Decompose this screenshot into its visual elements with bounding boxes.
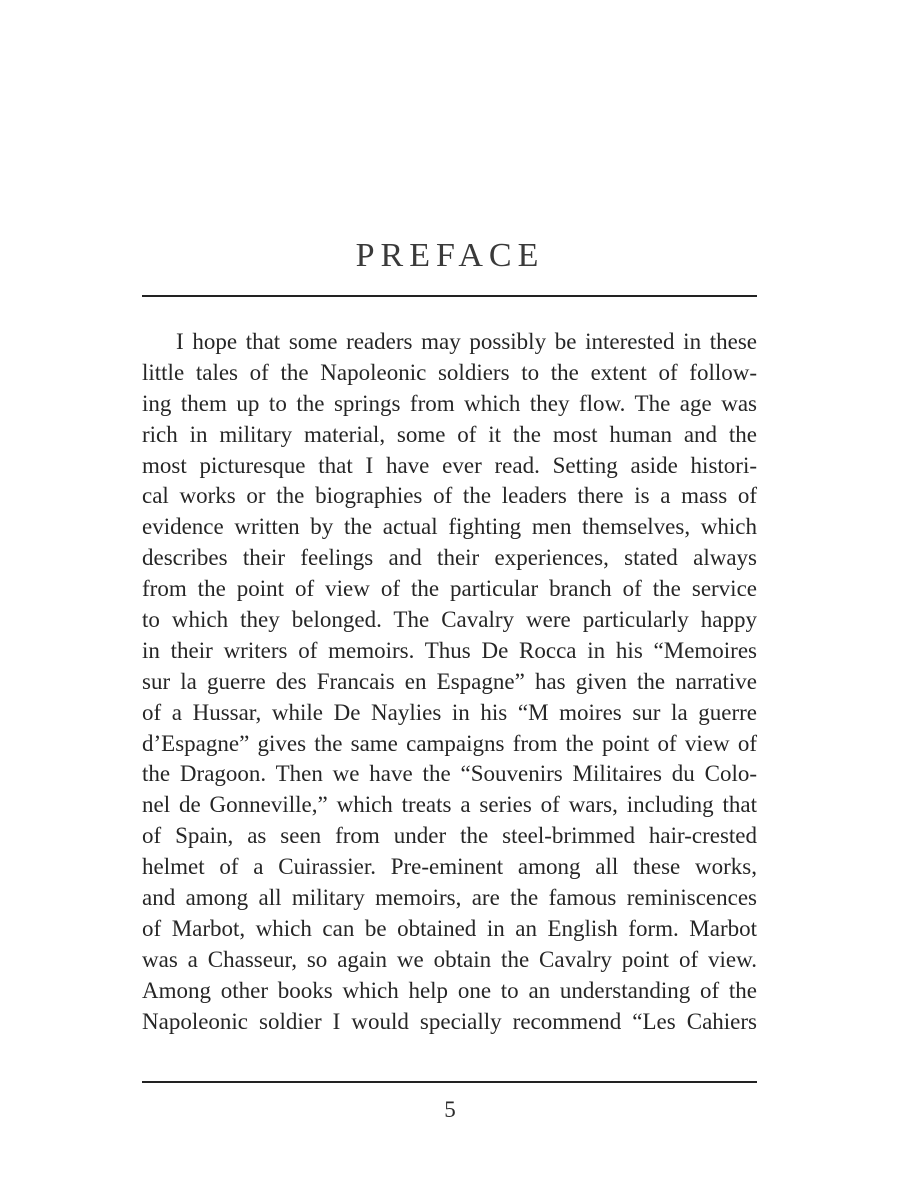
text-line: d’Espagne” gives the same campaigns from the point of view of: [142, 730, 757, 756]
text-line: little tales of the Napoleonic soldiers to the extent of follow-: [142, 359, 757, 385]
text-line: to which they belonged. The Cavalry were particularly happy: [142, 607, 757, 633]
text-line: and among all military memoirs, are the famous reminiscences: [142, 885, 757, 911]
text-line: cal works or the biographies of the leaders there is a mass of: [142, 483, 757, 509]
text-line: sur la guerre des Francais en Espagne” has given the narrative: [142, 668, 757, 694]
text-line: helmet of a Cuirassier. Pre-eminent among all these works,: [142, 854, 757, 880]
text-line: of Marbot, which can be obtained in an English form. Marbot: [142, 915, 757, 941]
text-line: from the point of view of the particular branch of the service: [142, 576, 757, 602]
text-line: Napoleonic soldier I would specially recommend “Les Cahiers: [142, 1008, 757, 1034]
text-line: nel de Gonneville,” which treats a series of wars, including that: [142, 792, 757, 818]
text-line: in their writers of memoirs. Thus De Rocca in his “Memoires: [142, 637, 757, 663]
text-line: evidence written by the actual fighting men themselves, which: [142, 514, 757, 540]
text-line: describes their feelings and their experiences, stated always: [142, 545, 757, 571]
text-line: of a Hussar, while De Naylies in his “M moires sur la guerre: [142, 699, 757, 725]
text-line: I hope that some readers may possibly be interested in these: [176, 329, 757, 354]
text-line: ing them up to the springs from which they flow. The age was: [142, 390, 757, 416]
text-line: rich in military material, some of it the most human and the: [142, 421, 757, 447]
text-line: the Dragoon. Then we have the “Souvenirs Militaires du Colo-: [142, 761, 757, 787]
text-line: was a Chasseur, so again we obtain the Cavalry point of view.: [142, 946, 757, 972]
page-title: PREFACE: [355, 237, 545, 274]
text-line: Among other books which help one to an understanding of the: [142, 977, 757, 1003]
page-number: 5: [444, 1097, 456, 1122]
top-divider: [142, 295, 757, 297]
text-line: of Spain, as seen from under the steel-brimmed hair-crested: [142, 823, 757, 849]
preface-body: [142, 327, 757, 1037]
bottom-divider: [142, 1081, 757, 1083]
text-line: most picturesque that I have ever read. Setting aside histori-: [142, 452, 757, 478]
